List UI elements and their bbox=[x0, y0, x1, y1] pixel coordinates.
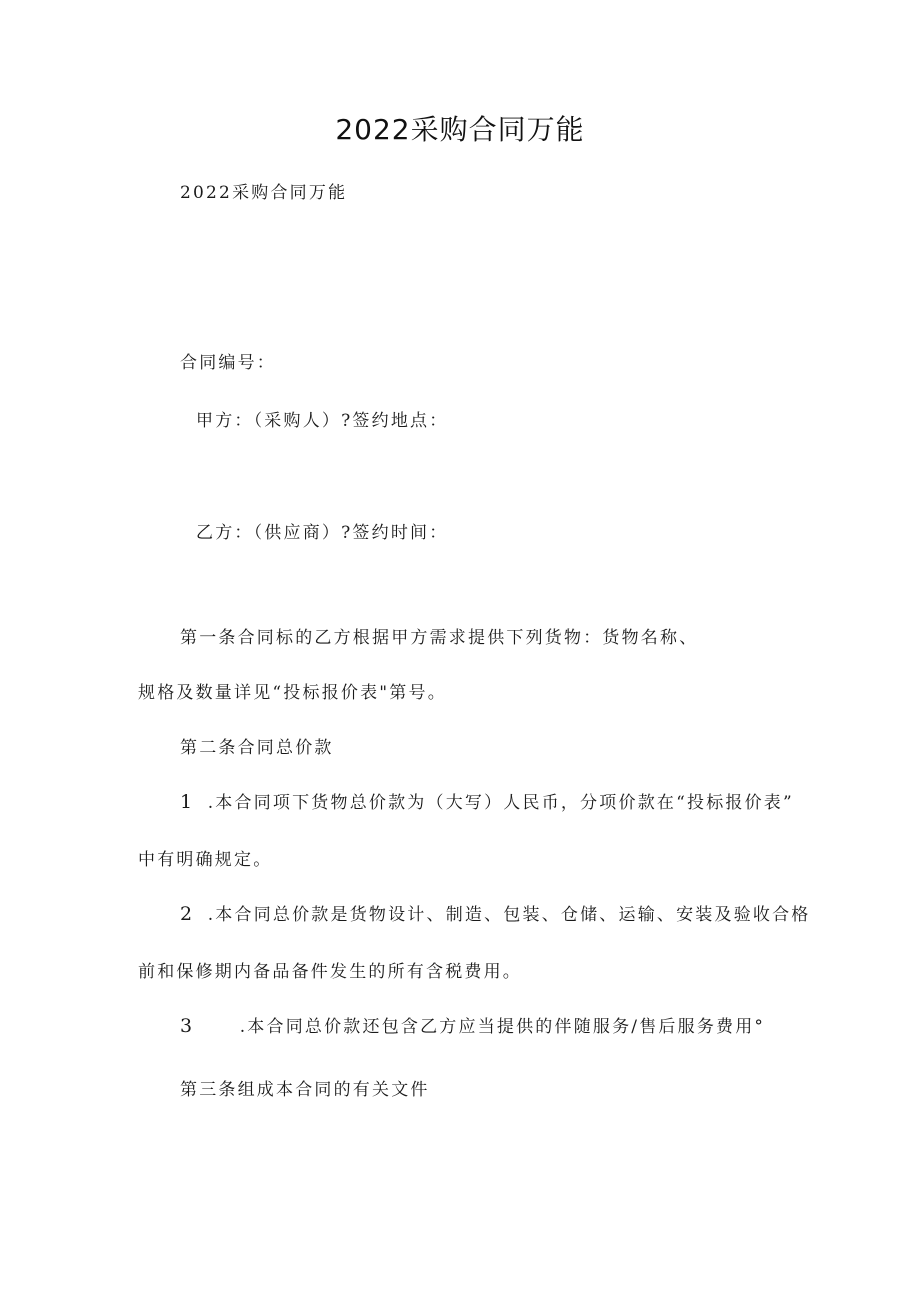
document-subtitle: 2022采购合同万能 bbox=[180, 183, 348, 203]
item1-number: 1 bbox=[180, 791, 193, 813]
item2-text: .本合同总价款是货物设计、制造、包装、仓储、运输、安装及验收合格 bbox=[207, 905, 811, 925]
article2-heading: 第二条合同总价款 bbox=[180, 738, 334, 758]
article1-line1: 第一条合同标的乙方根据甲方需求提供下列货物：货物名称、 bbox=[180, 628, 699, 648]
party-b-line: 乙方：（供应商）?签约时间： bbox=[196, 523, 449, 543]
item3-number: 3 bbox=[180, 1015, 193, 1037]
article3-heading: 第三条组成本合同的有关文件 bbox=[180, 1080, 430, 1100]
item2-paragraph bbox=[180, 900, 811, 925]
item1-line2: 中有明确规定。 bbox=[138, 850, 273, 870]
item1-text: .本合同项下货物总价款为（大写）人民币，分项价款在“投标报价表” bbox=[207, 793, 794, 813]
document-title: 2022采购合同万能 bbox=[335, 113, 585, 146]
contract-number-label: 合同编号： bbox=[180, 353, 276, 373]
item3-paragraph bbox=[180, 1012, 765, 1037]
item2-number: 2 bbox=[180, 903, 193, 925]
item1-paragraph bbox=[180, 788, 794, 813]
item3-text: .本合同总价款还包含乙方应当提供的伴随服务/售后服务费用° bbox=[239, 1017, 766, 1037]
item2-line2: 前和保修期内备品备件发生的所有含税费用。 bbox=[138, 962, 522, 982]
party-a-line: 甲方：（采购人）?签约地点： bbox=[196, 411, 449, 431]
article1-line2: 规格及数量详见“投标报价表"第号。 bbox=[138, 683, 447, 703]
